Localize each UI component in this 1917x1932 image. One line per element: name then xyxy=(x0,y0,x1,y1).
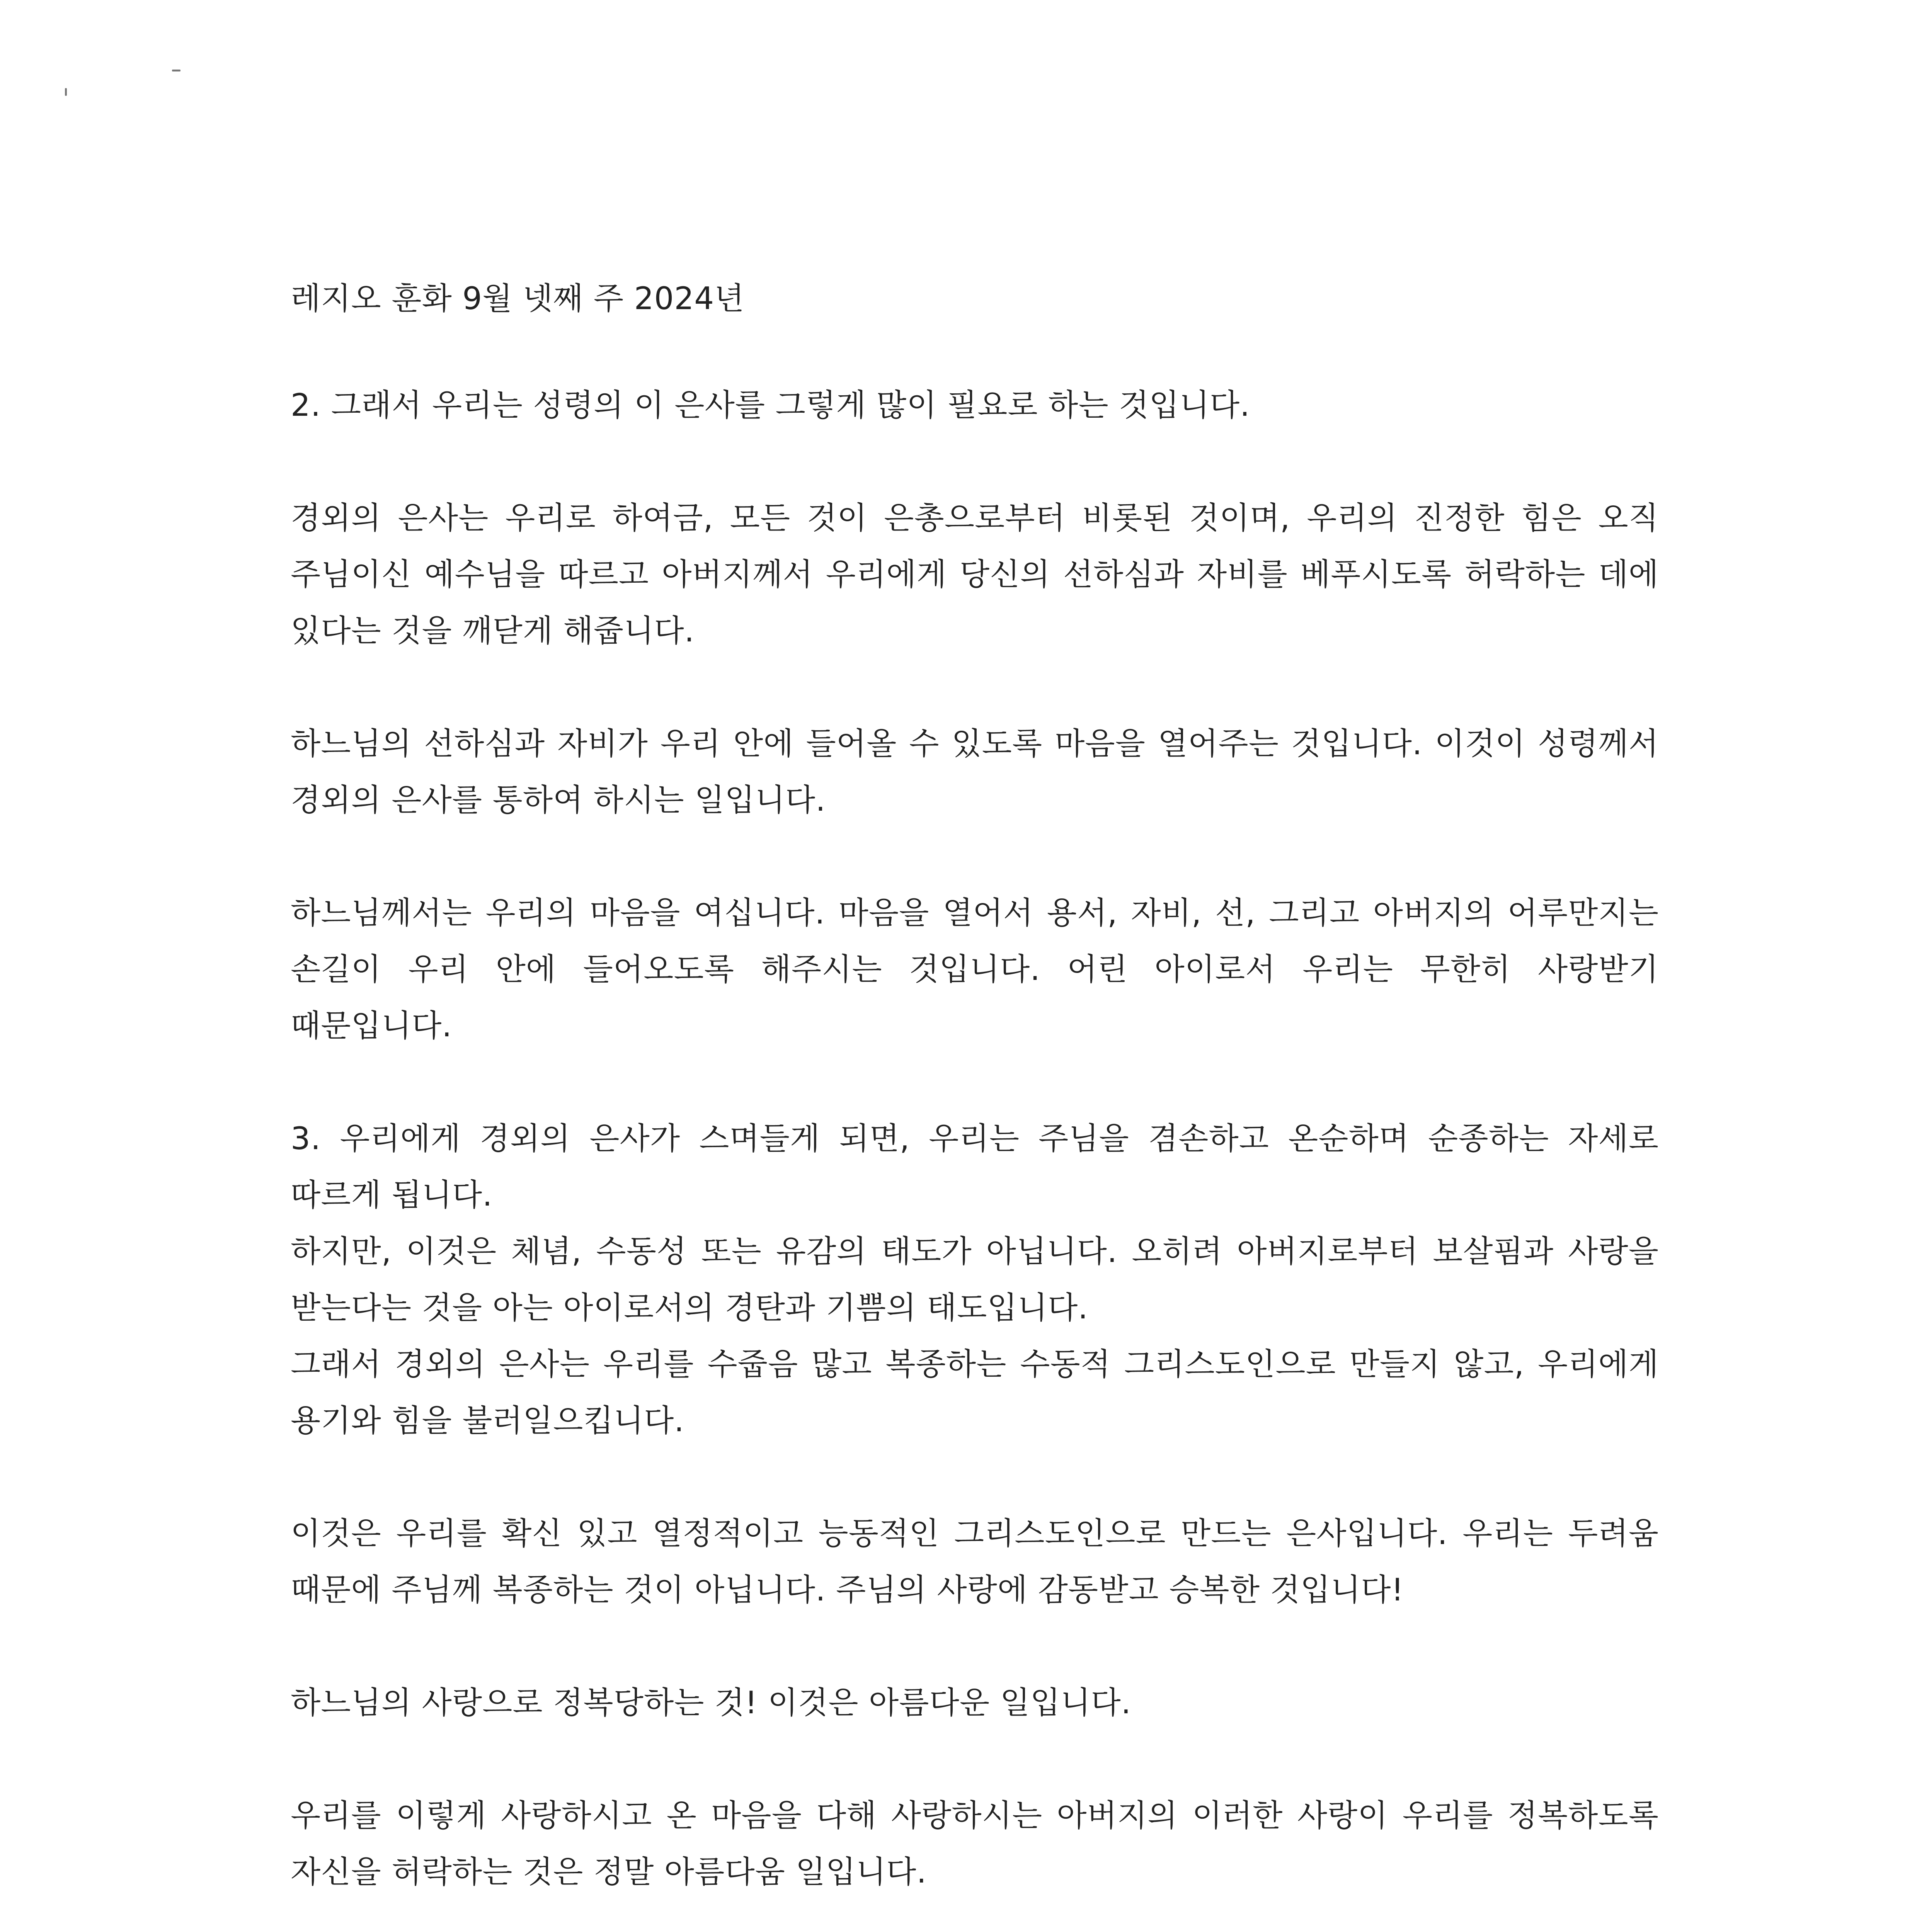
paragraph: 하느님의 선하심과 자비가 우리 안에 들어올 수 있도록 마음을 열어주는 것입니다. 이것이 성령께서 경외의 은사를 통하여 하시는 일입니다. xyxy=(291,726,1659,818)
document-heading: 레지오 훈화 9월 넷째 주 2024년 xyxy=(291,281,745,316)
paragraph: 하지만, 이것은 체념, 수동성 또는 유감의 태도가 아닙니다. 오히려 아버지로부터 보살핌과 사랑을 받는다는 것을 아는 아이로서의 경탄과 기쁨의 태도입니다. xyxy=(291,1233,1659,1326)
paragraph: 우리를 이렇게 사랑하시고 온 마음을 다해 사랑하시는 아버지의 이러한 사랑이 우리를 정복하도록 자신을 허락하는 것은 정말 아름다움 일입니다. xyxy=(291,1798,1659,1890)
paragraph: 하느님께서는 우리의 마음을 여십니다. 마음을 열어서 용서, 자비, 선, 그리고 아버지의 어루만지는 손길이 우리 안에 들어오도록 해주시는 것입니다. 어린 아이로서 우리는 무한히 사랑받기 때문입니다. xyxy=(291,895,1659,1044)
paragraph: 하느님의 사랑으로 정복당하는 것! 이것은 아름다운 일입니다. xyxy=(291,1685,1132,1721)
paragraph: 이것은 우리를 확신 있고 열정적이고 능동적인 그리스도인으로 만드는 은사입니다. 우리는 두려움 때문에 주님께 복종하는 것이 아닙니다. 주님의 사랑에 감동받고 승복한 것입니다! xyxy=(291,1515,1659,1608)
section-3 xyxy=(291,1111,1659,1449)
scan-speck xyxy=(172,70,180,71)
paragraph: 경외의 은사는 우리로 하여금, 모든 것이 은총으로부터 비롯된 것이며, 우리의 진정한 힘은 오직 주님이신 예수님을 따르고 아버지께서 우리에게 당신의 선하심과 자비를 베푸시도록 허락하는 데에 있다는 것을 깨닫게 해줍니다. xyxy=(291,500,1659,649)
scan-speck xyxy=(65,88,67,96)
paragraph: 2. 그래서 우리는 성령의 이 은사를 그렇게 많이 필요로 하는 것입니다. xyxy=(291,387,1250,423)
paragraph: 3. 우리에게 경외의 은사가 스며들게 되면, 우리는 주님을 겸손하고 온순하며 순종하는 자세로 따르게 됩니다. xyxy=(291,1121,1659,1213)
document-body xyxy=(291,270,1659,1932)
paragraph: 그래서 경외의 은사는 우리를 수줍음 많고 복종하는 수동적 그리스도인으로 만들지 않고, 우리에게 용기와 힘을 불러일으킵니다. xyxy=(291,1346,1659,1439)
